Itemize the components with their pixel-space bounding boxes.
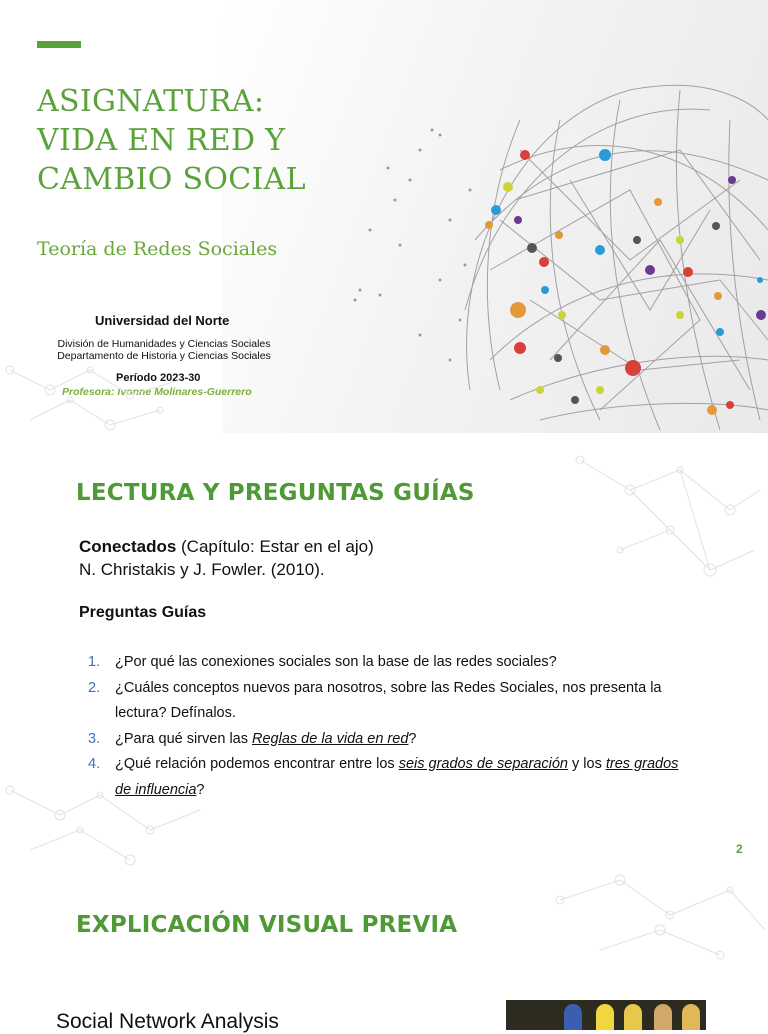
department-name: Departamento de Historia y Ciencias Sociales [57,350,271,362]
question-number: 2. [88,679,101,696]
question-text: y los [568,756,606,772]
network-decoration-left-top [0,350,220,440]
question-emphasis: Reglas de la vida en red [252,730,409,747]
question-text: ¿Qué relación podemos encontrar entre los [115,756,399,772]
visual-explanation-heading: EXPLICACIÓN VISUAL PREVIA [76,912,458,938]
sna-text: Social Network Analysis [56,1010,279,1033]
cartoon-figure [654,1004,672,1030]
book-title: Conectados [79,537,177,556]
book-chapter: (Capítulo: Estar en el ajo) [176,537,374,556]
cartoon-image [506,1000,706,1030]
question-text: ? [196,781,205,798]
course-subtitle: Teoría de Redes Sociales [37,238,278,260]
course-title-line-1: ASIGNATURA: [37,84,265,119]
university-name: Universidad del Norte [95,313,230,328]
cartoon-figure [682,1004,700,1030]
book-reference [79,535,374,581]
course-title [37,82,306,199]
guide-questions-title: Preguntas Guías [79,604,207,621]
book-authors: N. Christakis y J. Fowler. (2010). [79,560,325,579]
page-number: 2 [736,842,743,856]
question-emphasis: tres grados de influencia [115,756,679,798]
guide-question-item [83,676,693,727]
reading-heading: LECTURA Y PREGUNTAS GUÍAS [76,480,475,506]
network-decoration-right-bottom [540,860,768,970]
guide-questions-list [83,650,693,803]
network-globe-illustration [300,60,768,433]
guide-question-item [83,650,693,676]
question-text: ¿Para qué sirven las [115,730,253,747]
academic-period: Período 2023-30 [116,372,201,384]
cartoon-figure [624,1004,642,1030]
course-title-line-3: CAMBIO SOCIAL [37,162,306,197]
question-emphasis: seis grados de separación [398,756,568,772]
guide-question-item [83,727,693,753]
professor-name: Profesora: Ivonne Molinares-Guerrero [62,386,252,398]
course-title-line-2: VIDA EN RED Y [37,123,286,158]
cartoon-figure [596,1004,614,1030]
guide-question-item [83,752,693,803]
question-number: 1. [88,654,101,670]
question-text: ? [408,730,417,747]
question-number: 3. [88,730,101,747]
question-text: ¿Por qué las conexiones sociales son la base de las redes sociales? [115,654,557,670]
network-decoration-right [560,430,768,610]
division-name: División de Humanidades y Ciencias Sociales [57,338,271,350]
question-number: 4. [88,756,101,772]
cartoon-figure [564,1004,582,1030]
accent-bar [37,41,81,48]
question-text: ¿Cuáles conceptos nuevos para nosotros, sobre las Redes Sociales, nos presenta la lectura? Defínalos. [115,679,662,721]
